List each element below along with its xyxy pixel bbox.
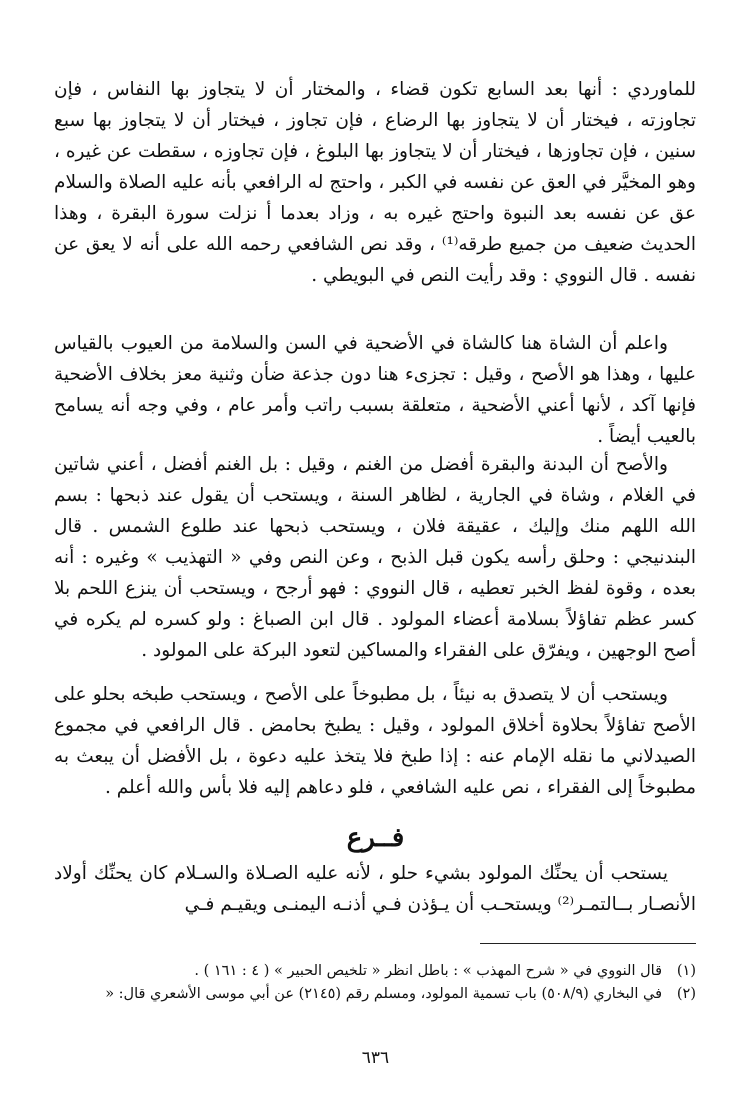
paragraph-text: والأصح أن البدنة والبقرة أفضل من الغنم ، وقيل : بل الغنم أفضل ، أعني شاتين في الغلام ، وشاة في الجارية ، لظاهر السنة ، ويستحب أن يقول عند ذبحها : بسم الله اللهم منك وإليك ، عقيقة فلان ، ويستحب ذبحها عند طلوع الشمس . قال البندنيجي : وحلق رأسه يكون قبل الذبح ، وعن النص وفي « التهذيب » وغيره : أنه بعده ، وقوة لفظ الخبر تعطيه ، قال النووي : فهو أرجح ، ويستحب أن ينزع اللحم بلا كسر عظم تفاؤلاً بسلامة أعضاء المولود . قال ابن الصباغ : ولو كسره لم يكره في أصح الوجهين ، ويفرّق على الفقراء والمساكين لتعود البركة على المولود . bbox=[54, 454, 696, 661]
page-number: ٦٣٦ bbox=[361, 1048, 390, 1068]
footnote-number: (١) bbox=[676, 963, 696, 979]
body-paragraph-3 bbox=[54, 449, 696, 666]
paragraph-text: يستحب أن يحنِّك المولود بشيء حلو ، لأنه عليه الصـلاة والسـلام كان يحنِّك أولاد الأنصـار بــالتمـر⁽²⁾ ويستحـب أن يـؤذن فـي أذنـه اليمنـى ويقيـم فـي bbox=[54, 863, 696, 915]
footnote-number: (٢) bbox=[676, 986, 696, 1002]
body-paragraph-1 bbox=[54, 74, 696, 291]
body-paragraph-2 bbox=[54, 328, 696, 452]
footnote-1 bbox=[54, 960, 696, 983]
body-paragraph-4 bbox=[54, 679, 696, 803]
paragraph-text: واعلم أن الشاة هنا كالشاة في الأضحية في السن والسلامة من العيوب بالقياس عليها ، وهذا هو الأصح ، وقيل : تجزىء هنا دون جذعة ضأن وثنية معز بخلاف الأضحية فإنها آكد ، لأنها أعني الأضحية ، متعلقة بسبب راتب وأمر عام ، وفي وجه أنه يسامح بالعيب أيضاً . bbox=[54, 333, 696, 447]
footnote-text: في البخاري (٥٠٨/٩) باب تسمية المولود، ومسلم رقم (٢١٤٥) عن أبي موسى الأشعري قال: « bbox=[105, 986, 662, 1002]
section-heading: فــرع bbox=[346, 823, 405, 853]
footnote-2 bbox=[54, 983, 696, 1006]
paragraph-text: للماوردي : أنها بعد السابع تكون قضاء ، والمختار أن لا يتجاوز بها النفاس ، فإن تجاوزته ، فيختار أن لا يتجاوز بها الرضاع ، فإن تجاوز ، فيختار أن لا يتجاوز بها سبع سنين ، فإن تجاوزها ، فيختار أن لا يتجاوز بها البلوغ ، فإن تجاوزه ، سقطت عن غيره ، وهو المخيَّر في العق عن نفسه في الكبر ، واحتج له الرافعي بأنه عليه الصلاة والسلام عق عن نفسه بعد النبوة واحتج غيره به ، وزاد بعدما أ نزلت سورة البقرة ، وهذا الحديث ضعيف من جميع طرقه⁽¹⁾ ، وقد نص الشافعي رحمه الله على أنه لا يعق عن نفسه . قال النووي : وقد رأيت النص في البويطي . bbox=[54, 79, 696, 286]
footnote-divider bbox=[480, 943, 696, 944]
paragraph-text: ويستحب أن لا يتصدق به نيئاً ، بل مطبوخاً على الأصح ، ويستحب طبخه بحلو على الأصح تفاؤلاً بحلاوة أخلاق المولود ، وقيل : يطبخ بحامض . قال الرافعي في مجموع الصيدلاني ما نقله الإمام عنه : إذا طبخ فلا يتخذ عليه دعوة ، بل الأفضل أن يبعث به مطبوخاً إلى الفقراء ، نص عليه الشافعي ، فلو دعاهم إليه فلا بأس والله أعلم . bbox=[54, 684, 696, 798]
body-paragraph-5 bbox=[54, 858, 696, 920]
footnotes bbox=[54, 960, 696, 1006]
footnote-text: قال النووي في « شرح المهذب » : باطل انظر « تلخيص الحبير » ( ٤ : ١٦١ ) . bbox=[194, 963, 662, 979]
